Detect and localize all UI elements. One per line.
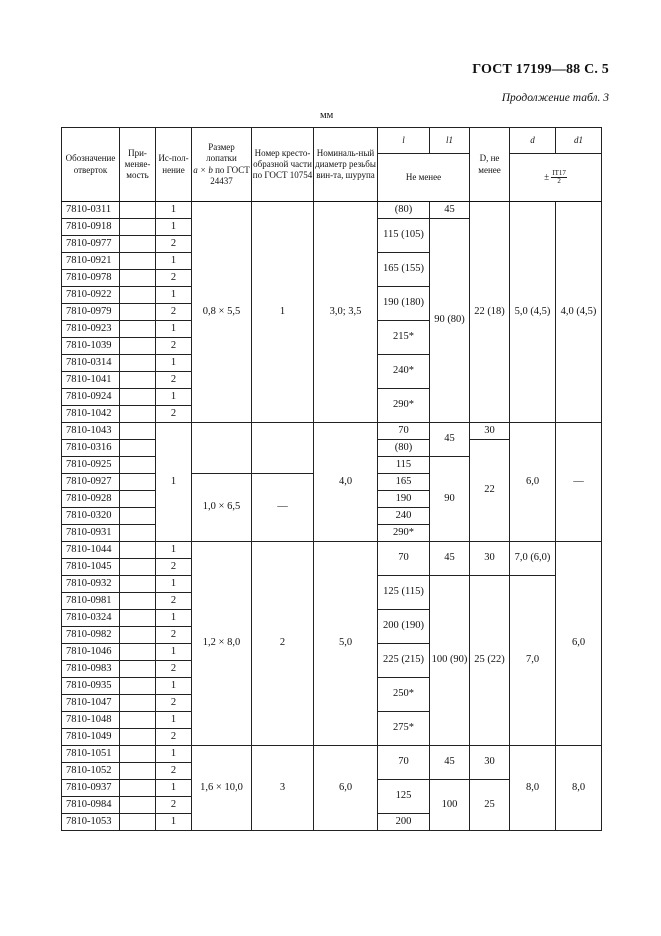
designation-cell: 7810-1039: [62, 338, 120, 355]
version-cell: 1: [156, 321, 192, 338]
d-cell: 8,0: [510, 746, 556, 831]
col-nominal-diameter: Номиналь-ный диаметр резьбы вин-та, шурупа: [314, 128, 378, 202]
table-row: [62, 202, 602, 219]
application-cell: [120, 508, 156, 525]
l-cell: 215*: [378, 321, 430, 355]
l-cell: 70: [378, 746, 430, 780]
designation-cell: 7810-0314: [62, 355, 120, 372]
version-cell: 1: [156, 287, 192, 304]
version-cell: 1: [156, 610, 192, 627]
designation-cell: 7810-1048: [62, 712, 120, 729]
application-cell: [120, 219, 156, 236]
d1-cell: —: [556, 423, 602, 542]
application-cell: [120, 814, 156, 831]
l-cell: 190 (180): [378, 287, 430, 321]
version-cell: 2: [156, 559, 192, 576]
col-blade-size: [192, 128, 252, 202]
version-cell: 2: [156, 406, 192, 423]
d1-cell: 8,0: [556, 746, 602, 831]
designation-cell: 7810-0316: [62, 440, 120, 457]
designation-cell: 7810-1041: [62, 372, 120, 389]
version-cell: 1: [156, 355, 192, 372]
table-row: [62, 542, 602, 559]
diameter-cell: 4,0: [314, 423, 378, 542]
cross-number-cell: 1: [252, 202, 314, 423]
l-cell: 115 (105): [378, 219, 430, 253]
tolerance-numerator: IT17: [552, 169, 566, 177]
d-cell: 5,0 (4,5): [510, 202, 556, 423]
designation-cell: 7810-0982: [62, 627, 120, 644]
designation-cell: 7810-0928: [62, 491, 120, 508]
tolerance-label: [510, 154, 602, 202]
version-cell: 1: [156, 576, 192, 593]
application-cell: [120, 474, 156, 491]
designation-cell: 7810-1045: [62, 559, 120, 576]
table-continuation-label: Продолжение табл. 3: [501, 92, 609, 104]
designation-cell: 7810-0922: [62, 287, 120, 304]
application-cell: [120, 627, 156, 644]
version-cell: 1: [156, 678, 192, 695]
application-cell: [120, 321, 156, 338]
l-cell: (80): [378, 440, 430, 457]
version-cell: 2: [156, 270, 192, 287]
l-cell: 165 (155): [378, 253, 430, 287]
cross-number-cell: 2: [252, 542, 314, 746]
diameter-cell: 6,0: [314, 746, 378, 831]
l-cell: 165: [378, 474, 430, 491]
col-l: l: [378, 128, 430, 154]
version-cell: 1: [156, 712, 192, 729]
application-cell: [120, 559, 156, 576]
designation-cell: 7810-0921: [62, 253, 120, 270]
l1-cell: 90: [430, 457, 470, 542]
designation-cell: 7810-1046: [62, 644, 120, 661]
application-cell: [120, 491, 156, 508]
tolerance-fraction: [551, 170, 567, 185]
version-cell: 1: [156, 780, 192, 797]
version-cell: 2: [156, 372, 192, 389]
designation-cell: 7810-0935: [62, 678, 120, 695]
application-cell: [120, 542, 156, 559]
version-cell: 1: [156, 542, 192, 559]
d1-cell: 4,0 (4,5): [556, 202, 602, 423]
blade-size-cell: 1,6 × 10,0: [192, 746, 252, 831]
version-cell: 2: [156, 695, 192, 712]
d-cell: 7,0 (6,0): [510, 542, 556, 576]
l-cell: 70: [378, 423, 430, 440]
blade-size-cell: 0,8 × 5,5: [192, 202, 252, 423]
not-less-label: Не менее: [378, 154, 470, 202]
D-cell: 30: [470, 423, 510, 440]
l-cell: 125 (115): [378, 576, 430, 610]
l-cell: 240: [378, 508, 430, 525]
designation-cell: 7810-1047: [62, 695, 120, 712]
version-cell: 1: [156, 389, 192, 406]
designation-cell: 7810-0978: [62, 270, 120, 287]
table-row: [62, 746, 602, 763]
version-cell: 2: [156, 627, 192, 644]
l-cell: 190: [378, 491, 430, 508]
col-l1: l1: [430, 128, 470, 154]
application-cell: [120, 780, 156, 797]
version-cell: 2: [156, 338, 192, 355]
application-cell: [120, 678, 156, 695]
application-cell: [120, 610, 156, 627]
application-cell: [120, 406, 156, 423]
version-cell: 2: [156, 236, 192, 253]
application-cell: [120, 661, 156, 678]
application-cell: [120, 576, 156, 593]
diameter-cell: 5,0: [314, 542, 378, 746]
version-cell: 1: [156, 746, 192, 763]
col-D: D, не менее: [470, 128, 510, 202]
designation-cell: 7810-1042: [62, 406, 120, 423]
application-cell: [120, 746, 156, 763]
cross-number-cell: [252, 423, 314, 474]
version-cell: 2: [156, 763, 192, 780]
designation-cell: 7810-0932: [62, 576, 120, 593]
version-cell: 1: [156, 644, 192, 661]
D-cell: 30: [470, 542, 510, 576]
D-cell: 22 (18): [470, 202, 510, 423]
designation-cell: 7810-1044: [62, 542, 120, 559]
version-cell: 1: [156, 423, 192, 542]
designation-cell: 7810-0324: [62, 610, 120, 627]
table-row: [62, 423, 602, 440]
d1-cell: 6,0: [556, 542, 602, 746]
col-designation: Обозначение отверток: [62, 128, 120, 202]
application-cell: [120, 457, 156, 474]
diameter-cell: 3,0; 3,5: [314, 202, 378, 423]
application-cell: [120, 338, 156, 355]
l1-cell: 45: [430, 202, 470, 219]
application-cell: [120, 712, 156, 729]
l1-cell: 45: [430, 542, 470, 576]
application-cell: [120, 797, 156, 814]
application-cell: [120, 304, 156, 321]
l-cell: 70: [378, 542, 430, 576]
application-cell: [120, 423, 156, 440]
l-cell: 290*: [378, 389, 430, 423]
application-cell: [120, 287, 156, 304]
designation-cell: 7810-0981: [62, 593, 120, 610]
blade-size-ref: по ГОСТ 24437: [210, 164, 250, 186]
l-cell: 275*: [378, 712, 430, 746]
l-cell: 225 (215): [378, 644, 430, 678]
designation-cell: 7810-0311: [62, 202, 120, 219]
blade-size-expr: a × b: [193, 164, 213, 175]
col-application: При-меняе-мость: [120, 128, 156, 202]
application-cell: [120, 763, 156, 780]
col-cross-number: Номер кресто-образной части по ГОСТ 10754: [252, 128, 314, 202]
tolerance-prefix: ±: [544, 171, 550, 182]
application-cell: [120, 593, 156, 610]
version-cell: 2: [156, 797, 192, 814]
designation-cell: 7810-0320: [62, 508, 120, 525]
designation-cell: 7810-1053: [62, 814, 120, 831]
l-cell: 115: [378, 457, 430, 474]
application-cell: [120, 729, 156, 746]
col-version: Ис-пол-нение: [156, 128, 192, 202]
l-cell: 240*: [378, 355, 430, 389]
application-cell: [120, 644, 156, 661]
D-cell: 25: [470, 780, 510, 831]
version-cell: 1: [156, 814, 192, 831]
D-cell: 25 (22): [470, 576, 510, 746]
version-cell: 2: [156, 729, 192, 746]
l-cell: 200 (190): [378, 610, 430, 644]
d-cell: 7,0: [510, 576, 556, 746]
designation-cell: 7810-1049: [62, 729, 120, 746]
cross-number-cell: —: [252, 474, 314, 542]
D-cell: 22: [470, 440, 510, 542]
l1-cell: 100 (90): [430, 576, 470, 746]
designation-cell: 7810-0923: [62, 321, 120, 338]
designation-cell: 7810-0927: [62, 474, 120, 491]
blade-size-cell: 1,0 × 6,5: [192, 474, 252, 542]
designation-cell: 7810-1052: [62, 763, 120, 780]
l1-cell: 45: [430, 423, 470, 457]
d-cell: 6,0: [510, 423, 556, 542]
application-cell: [120, 236, 156, 253]
application-cell: [120, 355, 156, 372]
col-d: d: [510, 128, 556, 154]
version-cell: 1: [156, 202, 192, 219]
designation-cell: 7810-1043: [62, 423, 120, 440]
application-cell: [120, 389, 156, 406]
unit-label: мм: [320, 110, 334, 121]
designation-cell: 7810-0977: [62, 236, 120, 253]
designation-cell: 7810-0924: [62, 389, 120, 406]
designation-cell: 7810-0983: [62, 661, 120, 678]
version-cell: 1: [156, 219, 192, 236]
l-cell: 290*: [378, 525, 430, 542]
blade-size-label: Размер лопатки: [206, 142, 237, 164]
col-d1: d1: [556, 128, 602, 154]
blade-size-cell: [192, 423, 252, 474]
version-cell: 2: [156, 304, 192, 321]
tolerance-denominator: 2: [557, 177, 561, 185]
l1-cell: 90 (80): [430, 219, 470, 423]
designation-cell: 7810-1051: [62, 746, 120, 763]
version-cell: 1: [156, 253, 192, 270]
l-cell: 200: [378, 814, 430, 831]
designation-cell: 7810-0984: [62, 797, 120, 814]
l-cell: 125: [378, 780, 430, 814]
l-cell: 250*: [378, 678, 430, 712]
blade-size-cell: 1,2 × 8,0: [192, 542, 252, 746]
designation-cell: 7810-0918: [62, 219, 120, 236]
cross-number-cell: 3: [252, 746, 314, 831]
screwdriver-table: [61, 127, 602, 831]
designation-cell: 7810-0979: [62, 304, 120, 321]
D-cell: 30: [470, 746, 510, 780]
designation-cell: 7810-0931: [62, 525, 120, 542]
l1-cell: 45: [430, 746, 470, 780]
designation-cell: 7810-0925: [62, 457, 120, 474]
l1-cell: 100: [430, 780, 470, 831]
application-cell: [120, 202, 156, 219]
application-cell: [120, 372, 156, 389]
page-header: ГОСТ 17199—88 С. 5: [472, 62, 609, 77]
application-cell: [120, 270, 156, 287]
application-cell: [120, 695, 156, 712]
application-cell: [120, 440, 156, 457]
application-cell: [120, 525, 156, 542]
l-cell: (80): [378, 202, 430, 219]
version-cell: 2: [156, 593, 192, 610]
version-cell: 2: [156, 661, 192, 678]
designation-cell: 7810-0937: [62, 780, 120, 797]
application-cell: [120, 253, 156, 270]
